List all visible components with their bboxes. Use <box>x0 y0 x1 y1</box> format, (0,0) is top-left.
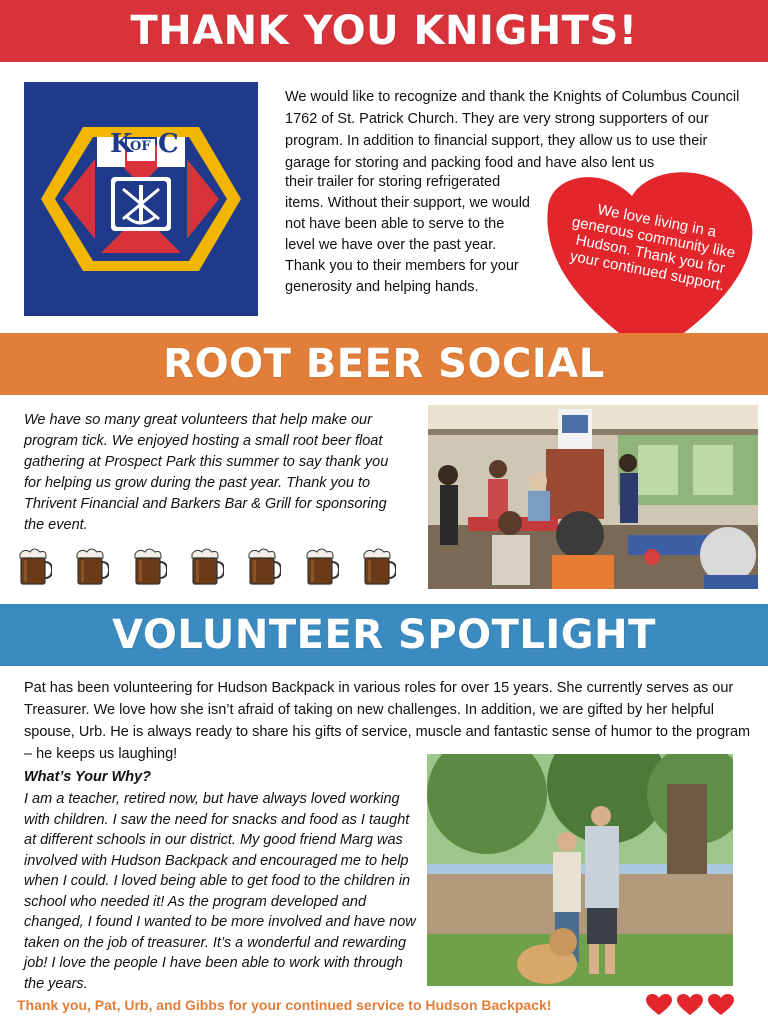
kofc-letter-of: OF <box>130 139 151 154</box>
knights-paragraph-1: We would like to recognize and thank the Knights of Columbus Council 1762 of St. Patrick Church. They are very strong supporters of our program. In addition to financial support, they allow us to use their garage for storing and packing food and have also lent us <box>285 89 740 171</box>
why-heading: What’s Your Why? <box>24 769 152 785</box>
volunteer-spotlight-banner <box>0 604 768 666</box>
knights-paragraph-2: their trailer for storing refrigerated items. Without their support, we would not have been able to serve to the level we have over the past year. Thank you to their members for your generosity and helping hands. <box>285 174 530 295</box>
footer-hearts <box>646 994 736 1016</box>
park-gathering-photo <box>428 405 758 589</box>
volunteer-photo <box>427 754 733 986</box>
root-beer-paragraph: We have so many great volunteers that help make our program tick. We enjoyed hosting a small root beer float gathering at Prospect Park this summer to say thank you for helping us grow during the past year. Thank you to Thrivent Financial and Barkers Bar & Grill for sponsoring the event. <box>24 412 389 533</box>
root-beer-mug-icon <box>360 546 396 586</box>
root-beer-mugs <box>16 546 396 586</box>
kofc-letter-k: K <box>110 129 133 159</box>
why-paragraph: I am a teacher, retired now, but have always loved working with children. I saw the need for snacks and food as I taught at different schools in our district. My good friend Marg was involved with Hudson Backpack and encouraged me to help when I could. I loved being able to get food to the children in school who needed it! As the program developed and changed, I found I wanted to be more involved and have now taken on the job of treasurer. It’s a wonderful and rewarding job! I love the people I have been able to work with through the years. <box>24 791 416 992</box>
root-beer-mug-icon <box>73 546 109 586</box>
root-beer-mug-icon <box>131 546 167 586</box>
kofc-letter-c: C <box>158 129 179 159</box>
root-beer-mug-icon <box>16 546 52 586</box>
couple-with-dog-photo <box>427 754 733 986</box>
root-beer-mug-icon <box>188 546 224 586</box>
root-beer-title: ROOT BEER SOCIAL <box>163 341 605 387</box>
root-beer-mug-icon <box>303 546 339 586</box>
thank-you-footer: Thank you, Pat, Urb, and Gibbs for your continued service to Hudson Backpack! <box>17 997 552 1013</box>
root-beer-banner <box>0 333 768 395</box>
root-beer-social-photo <box>428 405 758 589</box>
knights-banner <box>0 0 768 62</box>
root-beer-mug-icon <box>245 546 281 586</box>
volunteer-spotlight-title: VOLUNTEER SPOTLIGHT <box>112 612 656 658</box>
heart-message: We love living in a generous community like Hudson. Thank you for your continued support. <box>568 201 737 295</box>
spotlight-intro: Pat has been volunteering for Hudson Backpack in various roles for over 15 years. She currently serves as our Treasurer. We love how she isn’t afraid of taking on new challenges. In addition, we are gifted by her helpful spouse, Urb. He is always ready to share his gifts of service, muscle and fantastic sense of humor to the program – he keeps us laughing! <box>24 680 751 762</box>
small-heart-icon <box>708 994 734 1016</box>
small-heart-icon <box>677 994 703 1016</box>
kofc-logo <box>24 82 258 316</box>
knights-title: THANK YOU KNIGHTS! <box>130 8 638 54</box>
kofc-emblem-icon <box>24 82 258 316</box>
small-heart-icon <box>646 994 672 1016</box>
